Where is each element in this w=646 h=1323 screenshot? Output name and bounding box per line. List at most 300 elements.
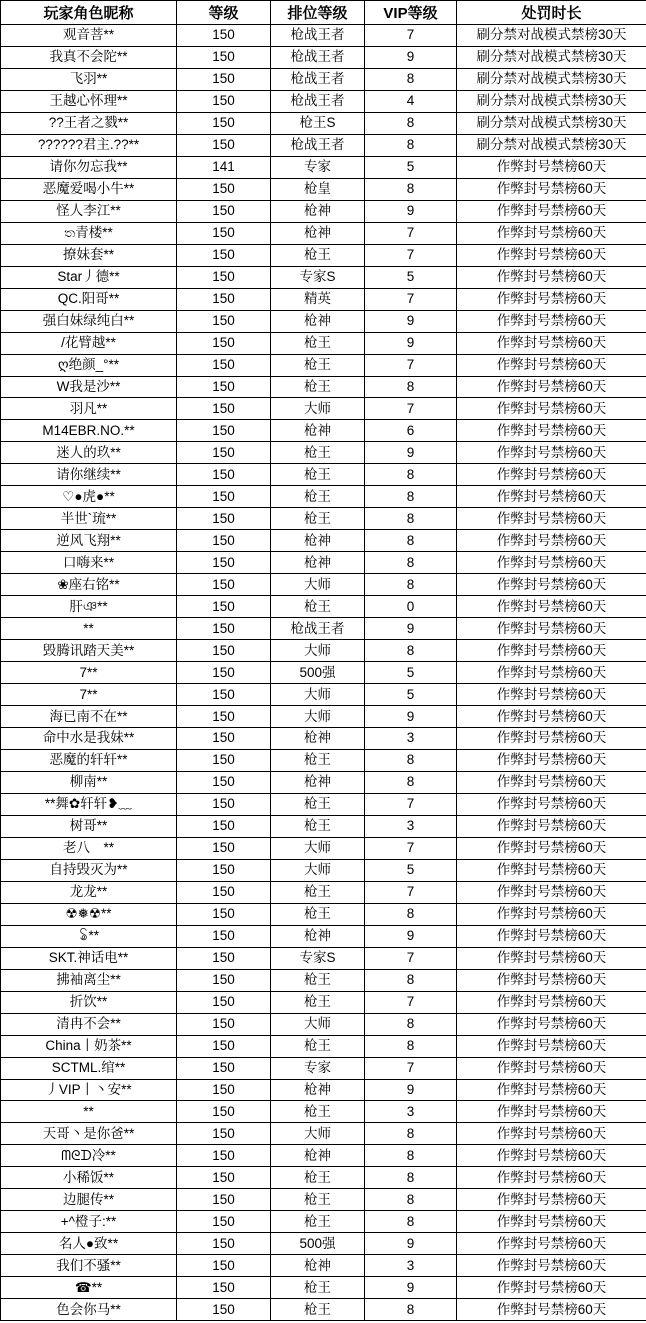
cell-vip: 3 xyxy=(365,815,457,837)
table-row xyxy=(1,1277,646,1299)
table-row xyxy=(1,684,646,706)
cell-rank: 枪王 xyxy=(271,1299,365,1321)
table-row xyxy=(1,640,646,662)
cell-nickname: ❀座右铭** xyxy=(1,574,177,596)
cell-level: 150 xyxy=(177,134,271,156)
cell-rank: 枪王 xyxy=(271,332,365,354)
cell-nickname: W我是沙** xyxy=(1,376,177,398)
cell-rank: 枪王 xyxy=(271,881,365,903)
cell-rank: 大师 xyxy=(271,1123,365,1145)
cell-vip: 8 xyxy=(365,749,457,771)
cell-rank: 枪王 xyxy=(271,1277,365,1299)
cell-level: 150 xyxy=(177,574,271,596)
cell-rank: 精英 xyxy=(271,288,365,310)
cell-rank: 专家S xyxy=(271,266,365,288)
cell-level: 150 xyxy=(177,398,271,420)
cell-level: 150 xyxy=(177,793,271,815)
table-row xyxy=(1,1255,646,1277)
table-row xyxy=(1,508,646,530)
cell-vip: 8 xyxy=(365,1299,457,1321)
cell-nickname: 树哥** xyxy=(1,815,177,837)
cell-penalty: 作弊封号禁榜60天 xyxy=(457,156,646,178)
cell-vip: 7 xyxy=(365,398,457,420)
cell-nickname: 飞羽** xyxy=(1,68,177,90)
cell-vip: 7 xyxy=(365,25,457,47)
cell-nickname: 自持毁灭为** xyxy=(1,859,177,881)
cell-nickname: 怪人李江** xyxy=(1,200,177,222)
cell-penalty: 作弊封号禁榜60天 xyxy=(457,398,646,420)
cell-penalty: 作弊封号禁榜60天 xyxy=(457,574,646,596)
cell-level: 150 xyxy=(177,618,271,640)
cell-nickname: 观音菩** xyxy=(1,25,177,47)
cell-vip: 6 xyxy=(365,420,457,442)
table-row xyxy=(1,1013,646,1035)
cell-level: 150 xyxy=(177,1255,271,1277)
table-row xyxy=(1,376,646,398)
cell-rank: 枪神 xyxy=(271,771,365,793)
cell-rank: 枪王 xyxy=(271,991,365,1013)
cell-penalty: 作弊封号禁榜60天 xyxy=(457,288,646,310)
cell-nickname: 口嗨来** xyxy=(1,552,177,574)
cell-level: 150 xyxy=(177,90,271,112)
cell-nickname: 色会你马** xyxy=(1,1299,177,1321)
cell-vip: 7 xyxy=(365,222,457,244)
cell-level: 150 xyxy=(177,969,271,991)
cell-vip: 8 xyxy=(365,1189,457,1211)
cell-level: 150 xyxy=(177,1145,271,1167)
table-row xyxy=(1,991,646,1013)
table-row xyxy=(1,398,646,420)
cell-rank: 大师 xyxy=(271,706,365,728)
cell-nickname: Star丿德** xyxy=(1,266,177,288)
table-row xyxy=(1,178,646,200)
cell-nickname: QC.阳哥** xyxy=(1,288,177,310)
cell-rank: 枪战王者 xyxy=(271,25,365,47)
cell-penalty: 作弊封号禁榜60天 xyxy=(457,486,646,508)
cell-rank: 枪王 xyxy=(271,1167,365,1189)
cell-level: 150 xyxy=(177,947,271,969)
table-body xyxy=(1,25,646,1321)
cell-penalty: 作弊封号禁榜60天 xyxy=(457,1233,646,1255)
cell-vip: 8 xyxy=(365,530,457,552)
cell-penalty: 作弊封号禁榜60天 xyxy=(457,1189,646,1211)
table-row xyxy=(1,793,646,815)
cell-penalty: 作弊封号禁榜60天 xyxy=(457,332,646,354)
cell-penalty: 作弊封号禁榜60天 xyxy=(457,1057,646,1079)
cell-vip: 7 xyxy=(365,793,457,815)
table-row xyxy=(1,596,646,618)
table-row xyxy=(1,552,646,574)
cell-level: 150 xyxy=(177,266,271,288)
table-row xyxy=(1,46,646,68)
cell-nickname: 7** xyxy=(1,662,177,684)
cell-penalty: 作弊封号禁榜60天 xyxy=(457,354,646,376)
table-row xyxy=(1,969,646,991)
cell-rank: 大师 xyxy=(271,640,365,662)
cell-nickname: 羽凡** xyxy=(1,398,177,420)
cell-rank: 枪王 xyxy=(271,1035,365,1057)
cell-penalty: 作弊封号禁榜60天 xyxy=(457,749,646,771)
table-row xyxy=(1,244,646,266)
cell-rank: 枪神 xyxy=(271,310,365,332)
table-row xyxy=(1,1035,646,1057)
cell-level: 150 xyxy=(177,508,271,530)
cell-level: 150 xyxy=(177,420,271,442)
cell-level: 150 xyxy=(177,815,271,837)
table-row xyxy=(1,486,646,508)
cell-level: 150 xyxy=(177,991,271,1013)
table-row xyxy=(1,1079,646,1101)
cell-nickname: 7** xyxy=(1,684,177,706)
cell-penalty: 作弊封号禁榜60天 xyxy=(457,420,646,442)
cell-vip: 7 xyxy=(365,288,457,310)
cell-penalty: 作弊封号禁榜60天 xyxy=(457,1035,646,1057)
cell-level: 150 xyxy=(177,1123,271,1145)
cell-level: 150 xyxy=(177,1189,271,1211)
cell-penalty: 作弊封号禁榜60天 xyxy=(457,815,646,837)
cell-rank: 枪王 xyxy=(271,596,365,618)
cell-level: 141 xyxy=(177,156,271,178)
cell-vip: 5 xyxy=(365,859,457,881)
cell-rank: 专家S xyxy=(271,947,365,969)
cell-nickname: 王越心怀理** xyxy=(1,90,177,112)
cell-rank: 枪神 xyxy=(271,200,365,222)
table-row xyxy=(1,156,646,178)
cell-rank: 500强 xyxy=(271,1233,365,1255)
cell-penalty: 作弊封号禁榜60天 xyxy=(457,706,646,728)
table-row xyxy=(1,25,646,47)
header-level: 等级 xyxy=(177,1,271,25)
table-row xyxy=(1,1233,646,1255)
table-row xyxy=(1,837,646,859)
cell-nickname: 请你勿忘我** xyxy=(1,156,177,178)
cell-nickname: ??????君主.??** xyxy=(1,134,177,156)
cell-nickname: 强白妹绿纯白** xyxy=(1,310,177,332)
cell-penalty: 作弊封号禁榜60天 xyxy=(457,925,646,947)
cell-penalty: 作弊封号禁榜60天 xyxy=(457,728,646,750)
table-row xyxy=(1,112,646,134)
cell-level: 150 xyxy=(177,1057,271,1079)
cell-penalty: 作弊封号禁榜60天 xyxy=(457,464,646,486)
cell-penalty: 作弊封号禁榜60天 xyxy=(457,1299,646,1321)
cell-vip: 8 xyxy=(365,1035,457,1057)
table-row xyxy=(1,1299,646,1321)
cell-nickname: ☎** xyxy=(1,1277,177,1299)
table-row xyxy=(1,68,646,90)
cell-vip: 5 xyxy=(365,684,457,706)
cell-vip: 8 xyxy=(365,112,457,134)
cell-rank: 枪王 xyxy=(271,486,365,508)
table-row xyxy=(1,354,646,376)
cell-penalty: 作弊封号禁榜60天 xyxy=(457,596,646,618)
cell-level: 150 xyxy=(177,1101,271,1123)
table-row xyxy=(1,134,646,156)
cell-penalty: 作弊封号禁榜60天 xyxy=(457,442,646,464)
cell-vip: 7 xyxy=(365,947,457,969)
table-row xyxy=(1,90,646,112)
cell-penalty: 作弊封号禁榜60天 xyxy=(457,1079,646,1101)
cell-penalty: 作弊封号禁榜60天 xyxy=(457,662,646,684)
cell-level: 150 xyxy=(177,178,271,200)
cell-nickname: 毁腾讯踏天美** xyxy=(1,640,177,662)
cell-rank: 500强 xyxy=(271,662,365,684)
cell-penalty: 刷分禁对战模式禁榜30天 xyxy=(457,68,646,90)
cell-nickname: 柳南** xyxy=(1,771,177,793)
header-nickname: 玩家角色昵称 xyxy=(1,1,177,25)
cell-vip: 9 xyxy=(365,706,457,728)
cell-vip: 7 xyxy=(365,244,457,266)
cell-vip: 9 xyxy=(365,1079,457,1101)
cell-rank: 枪王S xyxy=(271,112,365,134)
cell-vip: 8 xyxy=(365,1211,457,1233)
cell-rank: 枪王 xyxy=(271,1211,365,1233)
cell-nickname: M14EBR.NO.** xyxy=(1,420,177,442)
cell-nickname: +^橙子:** xyxy=(1,1211,177,1233)
cell-nickname: ** xyxy=(1,618,177,640)
cell-penalty: 刷分禁对战模式禁榜30天 xyxy=(457,90,646,112)
cell-vip: 7 xyxy=(365,881,457,903)
cell-penalty: 作弊封号禁榜60天 xyxy=(457,1101,646,1123)
cell-nickname: ** xyxy=(1,1101,177,1123)
cell-nickname: 逆风飞翔** xyxy=(1,530,177,552)
cell-nickname: 迷人的玖** xyxy=(1,442,177,464)
cell-rank: 枪神 xyxy=(271,530,365,552)
cell-vip: 8 xyxy=(365,508,457,530)
cell-penalty: 作弊封号禁榜60天 xyxy=(457,1013,646,1035)
cell-nickname: 拂袖离尘** xyxy=(1,969,177,991)
cell-level: 150 xyxy=(177,222,271,244)
cell-nickname: 边腿传** xyxy=(1,1189,177,1211)
cell-rank: 枪战王者 xyxy=(271,90,365,112)
cell-vip: 7 xyxy=(365,991,457,1013)
cell-nickname: 折饮** xyxy=(1,991,177,1013)
cell-level: 150 xyxy=(177,1013,271,1035)
cell-rank: 大师 xyxy=(271,837,365,859)
table-row xyxy=(1,1057,646,1079)
cell-rank: 枪战王者 xyxy=(271,68,365,90)
cell-nickname: 老八 ** xyxy=(1,837,177,859)
cell-rank: 枪神 xyxy=(271,1079,365,1101)
cell-rank: 枪王 xyxy=(271,244,365,266)
cell-nickname: 海已南不在** xyxy=(1,706,177,728)
cell-penalty: 作弊封号禁榜60天 xyxy=(457,859,646,881)
cell-level: 150 xyxy=(177,442,271,464)
cell-penalty: 作弊封号禁榜60天 xyxy=(457,266,646,288)
cell-rank: 大师 xyxy=(271,859,365,881)
cell-nickname: China丨奶茶** xyxy=(1,1035,177,1057)
cell-nickname: SCTML.绾** xyxy=(1,1057,177,1079)
cell-vip: 8 xyxy=(365,134,457,156)
cell-level: 150 xyxy=(177,837,271,859)
cell-nickname: 丿VIP丨丶安** xyxy=(1,1079,177,1101)
cell-nickname: 恶魔爱喝小牛** xyxy=(1,178,177,200)
cell-vip: 3 xyxy=(365,1255,457,1277)
cell-vip: 9 xyxy=(365,200,457,222)
cell-vip: 9 xyxy=(365,1277,457,1299)
cell-rank: 枪皇 xyxy=(271,178,365,200)
cell-level: 150 xyxy=(177,662,271,684)
cell-vip: 8 xyxy=(365,640,457,662)
cell-vip: 9 xyxy=(365,925,457,947)
table-row xyxy=(1,1189,646,1211)
cell-vip: 8 xyxy=(365,464,457,486)
cell-rank: 枪王 xyxy=(271,508,365,530)
cell-vip: 8 xyxy=(365,903,457,925)
cell-rank: 枪王 xyxy=(271,464,365,486)
cell-nickname: 清冉不会** xyxy=(1,1013,177,1035)
table-row xyxy=(1,903,646,925)
table-row xyxy=(1,815,646,837)
table-row xyxy=(1,706,646,728)
cell-penalty: 作弊封号禁榜60天 xyxy=(457,881,646,903)
cell-level: 150 xyxy=(177,68,271,90)
table-row xyxy=(1,618,646,640)
cell-vip: 8 xyxy=(365,1145,457,1167)
cell-rank: 枪王 xyxy=(271,749,365,771)
cell-penalty: 作弊封号禁榜60天 xyxy=(457,508,646,530)
cell-nickname: SKT.神话电** xyxy=(1,947,177,969)
cell-vip: 9 xyxy=(365,46,457,68)
table-row xyxy=(1,200,646,222)
cell-vip: 5 xyxy=(365,266,457,288)
table-row xyxy=(1,464,646,486)
cell-penalty: 作弊封号禁榜60天 xyxy=(457,903,646,925)
cell-nickname: 天哥丶是你爸** xyxy=(1,1123,177,1145)
cell-level: 150 xyxy=(177,881,271,903)
cell-level: 150 xyxy=(177,596,271,618)
cell-rank: 枪战王者 xyxy=(271,618,365,640)
cell-rank: 专家 xyxy=(271,1057,365,1079)
cell-nickname: ☢❅☢** xyxy=(1,903,177,925)
cell-level: 150 xyxy=(177,354,271,376)
cell-penalty: 作弊封号禁榜60天 xyxy=(457,640,646,662)
cell-vip: 9 xyxy=(365,442,457,464)
table-row xyxy=(1,662,646,684)
cell-rank: 枪王 xyxy=(271,903,365,925)
cell-rank: 枪王 xyxy=(271,354,365,376)
cell-nickname: 请你继续** xyxy=(1,464,177,486)
cell-vip: 8 xyxy=(365,552,457,574)
table-row xyxy=(1,1101,646,1123)
cell-penalty: 作弊封号禁榜60天 xyxy=(457,552,646,574)
cell-penalty: 作弊封号禁榜60天 xyxy=(457,969,646,991)
cell-vip: 9 xyxy=(365,618,457,640)
cell-level: 150 xyxy=(177,640,271,662)
table-row xyxy=(1,1123,646,1145)
cell-nickname: 命中水是我妹** xyxy=(1,728,177,750)
cell-rank: 枪神 xyxy=(271,1255,365,1277)
cell-penalty: 作弊封号禁榜60天 xyxy=(457,1211,646,1233)
cell-nickname: 名人●致** xyxy=(1,1233,177,1255)
cell-vip: 7 xyxy=(365,1057,457,1079)
cell-penalty: 刷分禁对战模式禁榜30天 xyxy=(457,25,646,47)
cell-rank: 枪王 xyxy=(271,442,365,464)
cell-level: 150 xyxy=(177,46,271,68)
table-row xyxy=(1,947,646,969)
cell-level: 150 xyxy=(177,486,271,508)
table-row xyxy=(1,530,646,552)
cell-rank: 枪王 xyxy=(271,969,365,991)
cell-level: 150 xyxy=(177,552,271,574)
cell-vip: 0 xyxy=(365,596,457,618)
cell-nickname: ꂢ** xyxy=(1,925,177,947)
header-row xyxy=(1,1,646,25)
cell-rank: 枪战王者 xyxy=(271,134,365,156)
cell-vip: 8 xyxy=(365,178,457,200)
table-row xyxy=(1,332,646,354)
table-header xyxy=(1,1,646,25)
cell-level: 150 xyxy=(177,1299,271,1321)
table-row xyxy=(1,881,646,903)
cell-penalty: 作弊封号禁榜60天 xyxy=(457,684,646,706)
cell-penalty: 作弊封号禁榜60天 xyxy=(457,1167,646,1189)
cell-vip: 8 xyxy=(365,969,457,991)
cell-level: 150 xyxy=(177,1233,271,1255)
cell-nickname: 我真不会陀** xyxy=(1,46,177,68)
cell-penalty: 作弊封号禁榜60天 xyxy=(457,310,646,332)
table-row xyxy=(1,574,646,596)
cell-nickname: 小稀饭** xyxy=(1,1167,177,1189)
table-row xyxy=(1,310,646,332)
cell-penalty: 作弊封号禁榜60天 xyxy=(457,1145,646,1167)
cell-penalty: 作弊封号禁榜60天 xyxy=(457,793,646,815)
cell-nickname: /花臂越** xyxy=(1,332,177,354)
cell-vip: 8 xyxy=(365,486,457,508)
table-row xyxy=(1,420,646,442)
cell-vip: 3 xyxy=(365,1101,457,1123)
cell-level: 150 xyxy=(177,925,271,947)
cell-penalty: 作弊封号禁榜60天 xyxy=(457,837,646,859)
cell-level: 150 xyxy=(177,684,271,706)
cell-rank: 枪神 xyxy=(271,222,365,244)
cell-nickname: 肝ঞ** xyxy=(1,596,177,618)
cell-rank: 枪神 xyxy=(271,1145,365,1167)
cell-level: 150 xyxy=(177,706,271,728)
cell-level: 150 xyxy=(177,25,271,47)
cell-rank: 大师 xyxy=(271,1013,365,1035)
cell-rank: 枪王 xyxy=(271,1101,365,1123)
cell-level: 150 xyxy=(177,771,271,793)
cell-nickname: 恶魔的轩轩** xyxy=(1,749,177,771)
cell-rank: 枪王 xyxy=(271,1189,365,1211)
cell-level: 150 xyxy=(177,332,271,354)
table-row xyxy=(1,728,646,750)
cell-vip: 8 xyxy=(365,68,457,90)
cell-level: 150 xyxy=(177,1079,271,1101)
cell-nickname: ღ绝颜_°** xyxy=(1,354,177,376)
cell-nickname: 龙龙** xyxy=(1,881,177,903)
cell-penalty: 作弊封号禁榜60天 xyxy=(457,1123,646,1145)
cell-rank: 枪神 xyxy=(271,925,365,947)
cell-vip: 3 xyxy=(365,728,457,750)
cell-penalty: 作弊封号禁榜60天 xyxy=(457,771,646,793)
cell-vip: 4 xyxy=(365,90,457,112)
table-row xyxy=(1,222,646,244)
cell-level: 150 xyxy=(177,244,271,266)
cell-vip: 8 xyxy=(365,1123,457,1145)
cell-rank: 大师 xyxy=(271,574,365,596)
cell-penalty: 作弊封号禁榜60天 xyxy=(457,222,646,244)
cell-level: 150 xyxy=(177,288,271,310)
cell-level: 150 xyxy=(177,728,271,750)
table-row xyxy=(1,771,646,793)
cell-rank: 枪王 xyxy=(271,815,365,837)
cell-vip: 8 xyxy=(365,1013,457,1035)
cell-penalty: 作弊封号禁榜60天 xyxy=(457,244,646,266)
table-row xyxy=(1,925,646,947)
cell-penalty: 刷分禁对战模式禁榜30天 xyxy=(457,46,646,68)
cell-nickname: ᗰᘓᗪ冷** xyxy=(1,1145,177,1167)
